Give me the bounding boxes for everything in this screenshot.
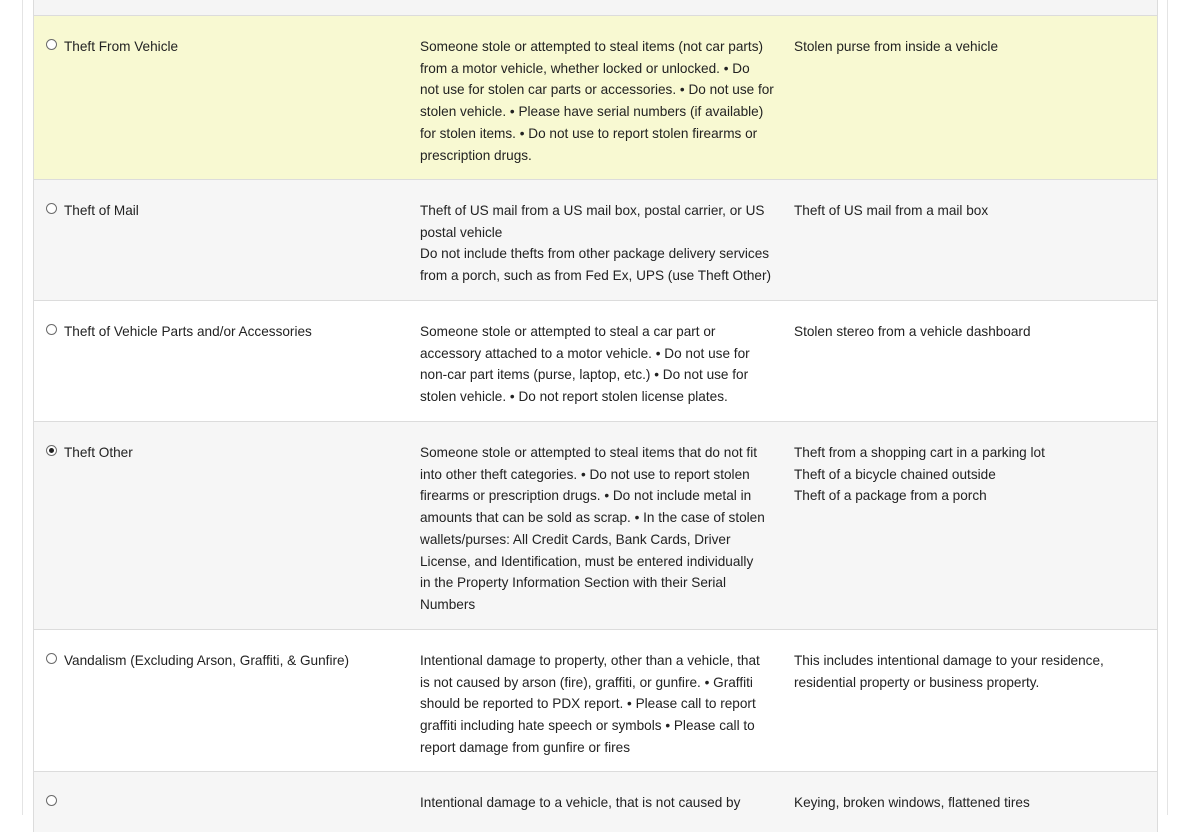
radio-button[interactable]: [46, 39, 57, 50]
description-line: amounts that can be sold as scrap. • In the case of stolen: [420, 510, 765, 526]
description-line: into other theft categories. • Do not use to report stolen: [420, 466, 750, 482]
example-line: This includes intentional damage to your residence,: [794, 653, 1104, 668]
description-line: Intentional damage to property, other than a vehicle, that: [420, 653, 760, 668]
table-row-theft-from-vehicle[interactable]: [34, 16, 1157, 180]
example-line: Stolen purse from inside a vehicle: [794, 39, 999, 54]
offense-examples: [794, 36, 1134, 58]
description-line: should be reported to PDX report. • Please call to report: [420, 696, 756, 712]
description-line: Theft of US mail from a US mail box, postal carrier, or US: [420, 203, 765, 218]
description-line: accessory attached to a motor vehicle. • Do not use for: [420, 345, 750, 361]
description-line: Numbers: [420, 596, 476, 612]
example-line: Stolen stereo from a vehicle dashboard: [794, 324, 1031, 339]
offense-name: Theft of Mail: [64, 203, 139, 218]
description-line: graffiti including hate speech or symbols • Please call to: [420, 718, 755, 734]
example-line: Theft from a shopping cart in a parking lot: [794, 445, 1045, 460]
description-line: wallets/purses: All Credit Cards, Bank Cards, Driver: [420, 531, 731, 547]
table-row-vandalism[interactable]: [34, 630, 1157, 772]
description-line: in the Property Information Section with their Serial: [420, 575, 727, 591]
offense-option[interactable]: [46, 792, 406, 806]
offense-examples: [794, 792, 1134, 814]
offense-name: Vandalism (Excluding Arson, Graffiti, & Gunfire): [64, 653, 350, 668]
description-line: Someone stole or attempted to steal items that do not fit: [420, 445, 758, 460]
description-line: postal vehicle: [420, 224, 503, 240]
previous-row-edge: [34, 0, 1157, 16]
description-line: for stolen items. • Do not use to report stolen firearms or: [420, 125, 758, 141]
description-line: stolen vehicle. • Please have serial numbers (if available): [420, 104, 764, 120]
offense-name: Theft Other: [64, 445, 133, 460]
offense-examples: [794, 200, 1134, 222]
offense-option[interactable]: [46, 200, 406, 222]
description-line: firearms or prescription drugs. • Do not include metal in: [420, 488, 752, 504]
description-line: Do not include thefts from other package delivery services: [420, 246, 770, 262]
example-line: Theft of a package from a porch: [794, 488, 987, 504]
table-row-theft-of-vehicle-parts[interactable]: [34, 301, 1157, 422]
offense-examples: [794, 321, 1134, 343]
description-line: non-car part items (purse, laptop, etc.) • Do not use for: [420, 367, 749, 383]
table-row-theft-other[interactable]: [34, 422, 1157, 630]
description-line: Intentional damage to a vehicle, that is not caused by: [420, 795, 741, 810]
radio-button-selected[interactable]: [46, 445, 57, 456]
offense-description: [420, 200, 772, 287]
description-line: from a motor vehicle, whether locked or unlocked. • Do: [420, 60, 750, 76]
description-line: report damage from gunfire or fires: [420, 739, 631, 755]
description-line: not use for stolen car parts or accessories. • Do not use for: [420, 82, 774, 98]
description-line: stolen vehicle. • Do not report stolen license plates.: [420, 389, 728, 405]
example-line: Keying, broken windows, flattened tires: [794, 795, 1030, 810]
description-line: Someone stole or attempted to steal a car part or: [420, 324, 716, 339]
offense-description: [420, 36, 772, 166]
offense-option[interactable]: [46, 36, 406, 58]
offense-examples: [794, 442, 1134, 507]
offense-examples: [794, 650, 1134, 693]
page-container: [22, 0, 1168, 815]
offense-description: [420, 321, 772, 408]
offense-description: [420, 442, 772, 616]
table-row-theft-of-mail[interactable]: [34, 180, 1157, 301]
offense-name: Theft of Vehicle Parts and/or Accessories: [64, 324, 312, 339]
example-line: Theft of a bicycle chained outside: [794, 466, 996, 482]
description-line: from a porch, such as from Fed Ex, UPS (use Theft Other): [420, 268, 772, 284]
offense-option[interactable]: [46, 321, 406, 343]
radio-button[interactable]: [46, 653, 57, 664]
offense-name: Theft From Vehicle: [64, 39, 179, 54]
offense-description: [420, 650, 772, 759]
description-line: is not caused by arson (fire), graffiti, or gunfire. • Graffiti: [420, 674, 753, 690]
description-line: License, and Identification, must be entered individually: [420, 553, 754, 569]
example-line: Theft of US mail from a mail box: [794, 203, 989, 218]
radio-button[interactable]: [46, 203, 57, 214]
table-row-vehicle-vandalism[interactable]: [34, 772, 1157, 832]
radio-button[interactable]: [46, 795, 57, 806]
description-line: prescription drugs.: [420, 147, 532, 163]
radio-button[interactable]: [46, 324, 57, 335]
offense-option[interactable]: [46, 442, 406, 464]
offense-description: [420, 792, 772, 814]
offense-option[interactable]: [46, 650, 406, 672]
description-line: Someone stole or attempted to steal items (not car parts): [420, 39, 764, 54]
example-line: residential property or business property.: [794, 674, 1040, 690]
offense-type-table: [33, 0, 1158, 832]
